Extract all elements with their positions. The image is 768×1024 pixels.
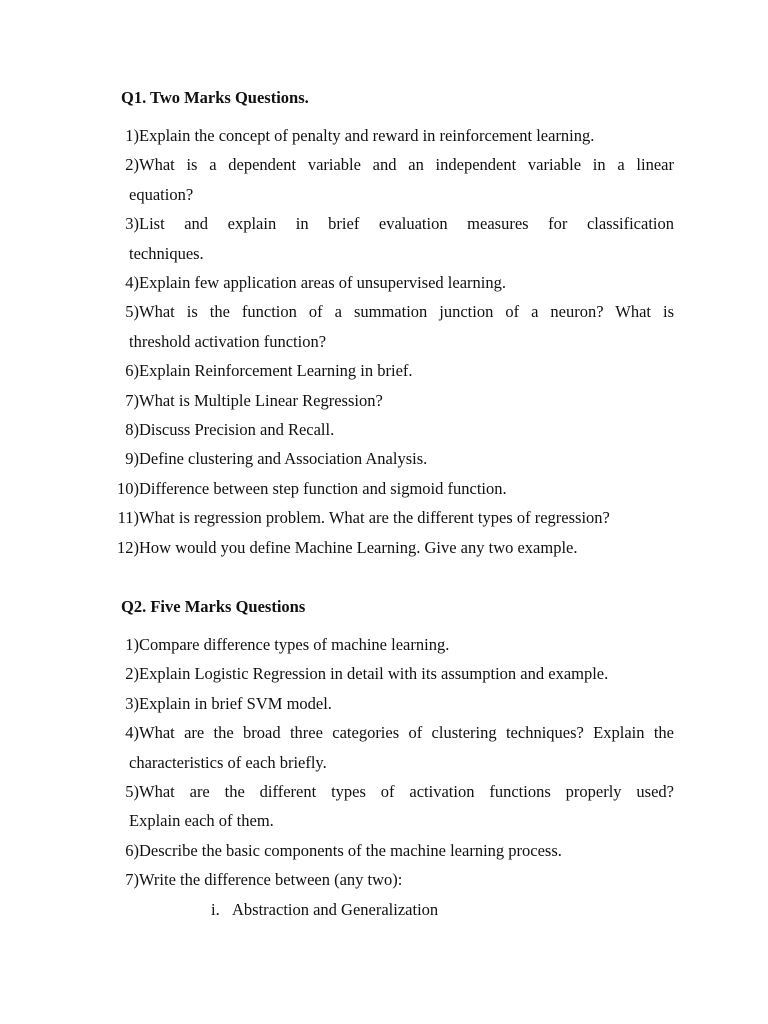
question-number: 4) [125,273,139,293]
question-item [121,268,674,297]
question-item [121,689,674,718]
question-text: What is Multiple Linear Regression? [139,390,383,410]
question-text: Difference between step function and sigmoid function. [139,478,507,498]
question-text: What is the function of a summation junction of a neuron? What is [139,302,674,322]
question-item [117,474,674,503]
question-number: 12) [117,537,139,557]
question-number: 8) [125,420,139,440]
question-number: 6) [125,840,139,860]
question-item [121,297,674,356]
question-number: 2) [125,664,139,684]
question-text: Compare difference types of machine learning. [139,635,450,654]
question-item [117,533,674,562]
question-text-continued: threshold activation function? [129,331,327,351]
question-text: Explain few application areas of unsupervised learning. [139,273,506,293]
question-number: 6) [125,361,139,381]
question-number: 1) [125,126,139,145]
question-item [121,444,674,473]
question-number: 7) [125,390,139,410]
question-item [121,659,674,688]
section-heading-two-marks: Q1. Two Marks Questions. [121,88,309,107]
question-text-continued: techniques. [129,243,204,263]
question-text: Describe the basic components of the machine learning process. [139,840,562,860]
question-number: 9) [125,449,139,469]
question-text: Explain in brief SVM model. [139,693,332,713]
section-heading-five-marks: Q2. Five Marks Questions [121,597,306,616]
question-text: Define clustering and Association Analysis. [139,449,428,469]
question-text: How would you define Machine Learning. Give any two example. [139,537,578,557]
question-item [117,503,674,532]
question-number: 1) [125,635,139,654]
question-number: 7) [125,870,139,890]
question-number: 5) [125,782,139,802]
question-number: 4) [125,723,139,743]
question-text: What is a dependent variable and an independent variable in a linear [139,155,674,175]
question-item [121,121,674,150]
question-item [121,356,674,385]
question-number: 3) [125,214,139,234]
question-number: 3) [125,693,139,713]
question-text: Write the difference between (any two): [139,870,403,890]
question-number: 11) [117,508,139,528]
question-text: Discuss Precision and Recall. [139,420,335,440]
question-text-continued: characteristics of each briefly. [129,752,327,772]
question-item [121,865,674,894]
question-item [121,718,674,777]
question-text: List and explain in brief evaluation measures for classification [139,214,674,234]
sub-question-number: i. [211,900,220,919]
question-item [121,386,674,415]
question-text-continued: equation? [129,184,194,204]
five-marks-question-list [0,630,768,895]
question-item [121,630,674,659]
question-item [121,415,674,444]
question-item [121,150,674,209]
question-text: What are the broad three categories of clustering techniques? Explain the [139,723,674,743]
two-marks-question-list [0,121,768,562]
question-item [121,777,674,836]
question-text: What are the different types of activation functions properly used? [139,782,674,802]
question-item [121,836,674,865]
sub-question-item [211,900,438,920]
question-text-continued: Explain each of them. [129,811,274,831]
question-text: Explain Reinforcement Learning in brief. [139,361,413,381]
question-item [121,209,674,268]
question-text: What is regression problem. What are the different types of regression? [139,508,610,528]
sub-question-text: Abstraction and Generalization [232,900,439,919]
sub-question-list [211,900,438,920]
question-number: 10) [117,478,139,498]
question-text: Explain Logistic Regression in detail with its assumption and example. [139,664,609,684]
question-text: Explain the concept of penalty and reward in reinforcement learning. [139,126,595,145]
question-number: 2) [125,155,139,175]
question-number: 5) [125,302,139,322]
